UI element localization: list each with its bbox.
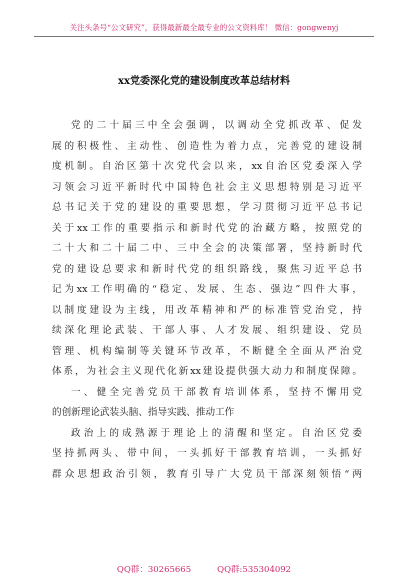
header-banner: 关注头条号“公文研究”，获得最新最全最专业的公文资料库！ 微信：gongwenyj [69,23,339,32]
body-line: 总书记关于党的建设的重要思想，学习贯彻习近平总书记 [52,202,362,213]
body-line: 关于xx工作的重要指示和新时代党的治藏方略，按照党的 [52,222,362,234]
body-line: 展的积极性、主动性、创造性为着力点，完善党的建设制 [52,140,362,152]
document-body [52,116,362,485]
section-heading-line: 一、健全完善党员干部教育培训体系，坚持不懈用党 [71,386,362,398]
body-line: 二十大和二十届二中、三中全会的决策部署，坚持新时代 [52,243,362,254]
header-divider [34,36,374,37]
body-line: 体系，为社会主义现代化新xx建设提供强大动力和制度保障。 [52,366,362,377]
body-line: 度机制。自治区第十次党代会以来，xx自治区党委深入学 [52,161,362,172]
section-heading-line: 的创新理论武装头脑、指导实践、推动工作 [52,407,235,418]
body-line: 以制度建设为主线，用改革精神和严的标准管党治党，持 [52,304,362,316]
document-title: xx党委深化党的建设制度改革总结材料 [118,76,290,87]
body-line: 习领会习近平新时代中国特色社会主义思想特别是习近平 [52,181,362,193]
body-line: 政治上的成熟源于理论上的清醒和坚定。自治区党委 [71,427,362,439]
body-line: 管理、机构编制等关键环节改革，不断健全全面从严治党 [52,345,362,357]
body-line: 坚持抓两头、带中间，一头抓好干部教育培训，一头抓好 [52,448,362,459]
body-line: 记为xx工作明确的“稳定、发展、生态、强边”四件大事， [52,284,362,295]
page-footer [0,563,408,575]
footer-qq-group-1: QQ群：30265665 [116,565,192,575]
body-line: 党的建设总要求和新时代党的组织路线，聚焦习近平总书 [52,263,362,275]
body-line: 党的二十届三中全会强调，以调动全党抓改革、促发 [71,120,362,131]
footer-qq-group-2: QQ群:535304092 [217,565,292,575]
body-line: 群众思想政治引领，教育引导广大党员干部深刻领悟“两 [52,468,362,480]
body-line: 续深化理论武装、干部人事、人才发展、组织建设、党员 [52,325,362,336]
